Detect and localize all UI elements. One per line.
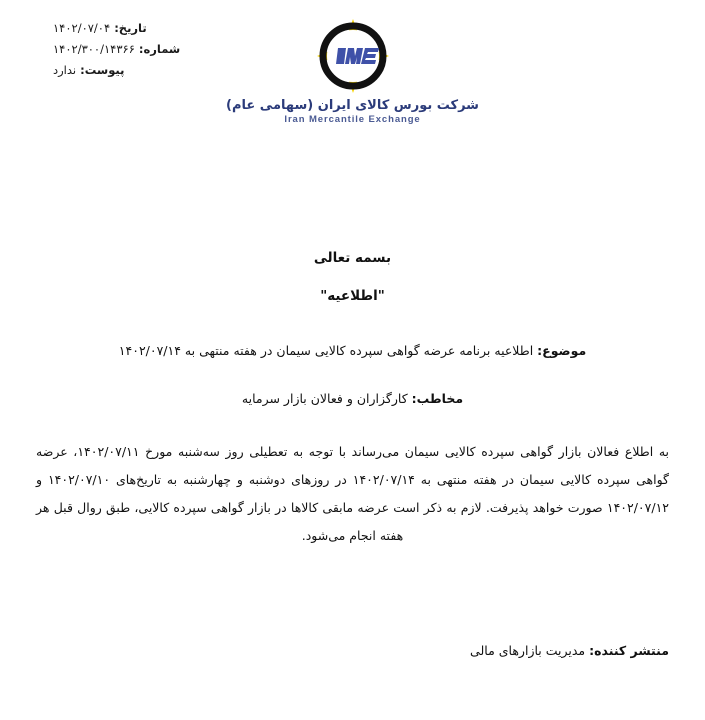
subject-line: [28, 338, 677, 364]
addressee-text: کارگزاران و فعالان بازار سرمایه: [241, 391, 408, 406]
publisher-text: مدیریت بازارهای مالی: [470, 643, 586, 658]
publisher-label: منتشر کننده:: [589, 643, 669, 658]
ime-logo-icon: [313, 18, 393, 94]
document-content: [28, 250, 677, 658]
organization-logo: [0, 18, 705, 125]
body-paragraph: به اطلاع فعالان بازار گواهی سپرده کالایی سیمان می‌رساند با توجه به تعطیلی روز سه‌شنبه مورخ ۱۴۰۲/۰۷/۱۱، عرضه گواهی سپرده کالایی سیمان در هفته منتهی به ۱۴۰۲/۰۷/۱۴ در روزهای دوشنبه و چهارشنبه به تاریخ‌های ۱۴۰۲/۰۷/۱۰ و ۱۴۰۲/۰۷/۱۲ صورت خواهد پذیرفت. لازم به ذکر است عرضه مابقی کالاها در بازار گواهی سپرده کالایی، طبق روال قبل هر هفته انجام می‌شود.: [36, 444, 670, 543]
meta-value-number: ۱۴۰۲/۳۰۰/۱۴۳۶۶: [53, 42, 135, 56]
basmala-text: بسمه تعالی: [313, 250, 392, 266]
meta-value-date: ۱۴۰۲/۰۷/۰۴: [53, 21, 111, 35]
subject-text: اطلاعیه برنامه عرضه گواهی سپرده کالایی سیمان در هفته منتهی به ۱۴۰۲/۰۷/۱۴: [118, 343, 534, 358]
meta-label-attachment: پیوست:: [80, 63, 125, 77]
subject-label: موضوع:: [537, 343, 587, 358]
meta-label-date: تاریخ:: [114, 21, 147, 35]
organization-name-fa: شرکت بورس کالای ایران (سهامی عام): [226, 98, 479, 113]
notice-title: "اطلاعیه": [320, 288, 385, 304]
publisher-line: [470, 638, 669, 664]
meta-value-attachment: ندارد: [53, 63, 77, 77]
addressee-label: مخاطب:: [411, 391, 464, 406]
meta-label-number: شماره:: [138, 42, 181, 56]
organization-name-en: Iran Mercantile Exchange: [284, 114, 421, 125]
addressee-line: [28, 386, 677, 412]
